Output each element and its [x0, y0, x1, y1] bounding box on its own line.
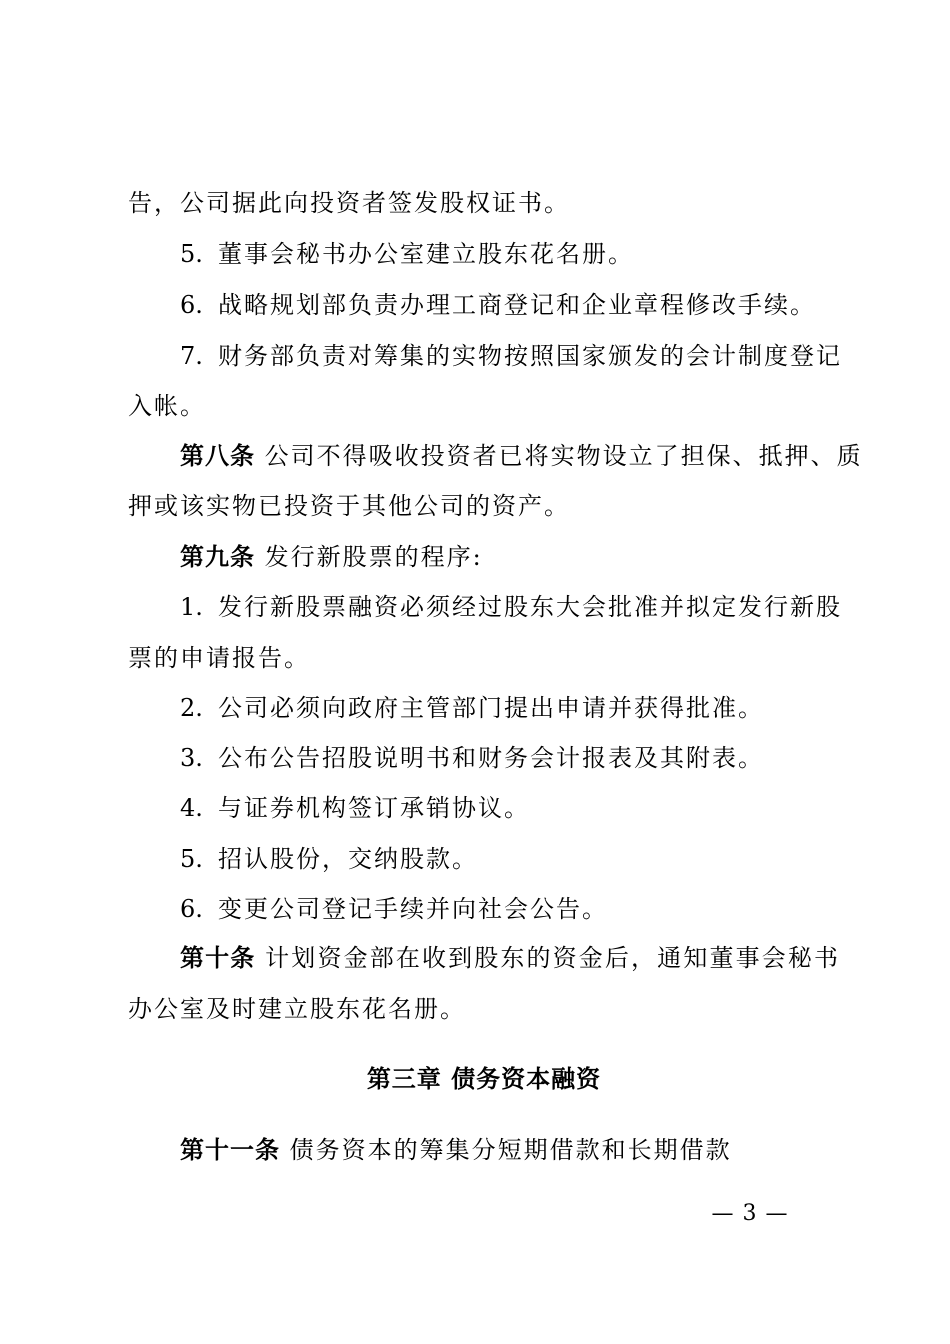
chapter-heading: 第三章 债务资本融资 — [366, 1065, 602, 1093]
item-number: 1. — [180, 593, 203, 621]
article-text: 债务资本的筹集分短期借款和长期借款 — [280, 1136, 732, 1164]
item-number: 4. — [180, 794, 203, 822]
item-text: 财务部负责对筹集的实物按照国家颁发的会计制度登记 — [218, 342, 842, 370]
article-title: 第九条 — [180, 543, 255, 571]
item-number: 5. — [180, 240, 203, 268]
list-item — [180, 592, 840, 622]
article-text: 发行新股票的程序: — [255, 543, 483, 571]
item-number: 6. — [180, 895, 203, 923]
article-10 — [180, 943, 840, 973]
item-number: 2. — [180, 694, 203, 722]
item-text: 招认股份，交纳股款。 — [218, 845, 478, 873]
item-number: 7. — [180, 342, 203, 370]
list-item — [180, 793, 840, 823]
item-text: 与证券机构签订承销协议。 — [218, 794, 530, 822]
paragraph-line — [128, 994, 840, 1024]
article-text: 计划资金部在收到股东的资金后，通知董事会秘书 — [255, 944, 840, 972]
item-text: 董事会秘书办公室建立股东花名册。 — [218, 240, 634, 268]
page-number: — 3 — — [711, 1201, 789, 1226]
item-number: 6. — [180, 291, 203, 319]
article-title: 第十一条 — [180, 1136, 280, 1164]
item-text: 发行新股票融资必须经过股东大会批准并拟定发行新股 — [218, 593, 842, 621]
item-text-continued: 票的申请报告。 — [128, 644, 310, 672]
paragraph-line — [128, 391, 840, 421]
paragraph-line — [128, 643, 840, 673]
article-title: 第十条 — [180, 944, 256, 972]
list-item — [180, 894, 840, 924]
list-item — [180, 290, 840, 320]
list-item — [180, 693, 840, 723]
list-item — [180, 341, 840, 371]
list-item — [180, 844, 840, 874]
item-text-continued: 入帐。 — [128, 392, 206, 420]
item-text: 公布公告招股说明书和财务会计报表及其附表。 — [218, 744, 764, 772]
article-text-continued: 办公室及时建立股东花名册。 — [128, 995, 466, 1023]
article-9 — [180, 542, 840, 572]
item-text: 变更公司登记手续并向社会公告。 — [218, 895, 608, 923]
paragraph-line — [128, 188, 840, 218]
article-8 — [180, 441, 863, 471]
article-text: 公司不得吸收投资者已将实物设立了担保、抵押、质 — [255, 442, 863, 470]
paragraph-line — [128, 491, 840, 521]
text: 告，公司据此向投资者签发股权证书。 — [128, 189, 570, 217]
item-number: 3. — [180, 744, 203, 772]
list-item — [180, 743, 840, 773]
list-item — [180, 239, 840, 269]
item-text: 战略规划部负责办理工商登记和企业章程修改手续。 — [218, 291, 816, 319]
article-title: 第八条 — [180, 442, 255, 470]
article-text-continued: 押或该实物已投资于其他公司的资产。 — [128, 492, 570, 520]
item-number: 5. — [180, 845, 203, 873]
article-11 — [180, 1135, 840, 1165]
item-text: 公司必须向政府主管部门提出申请并获得批准。 — [218, 694, 764, 722]
